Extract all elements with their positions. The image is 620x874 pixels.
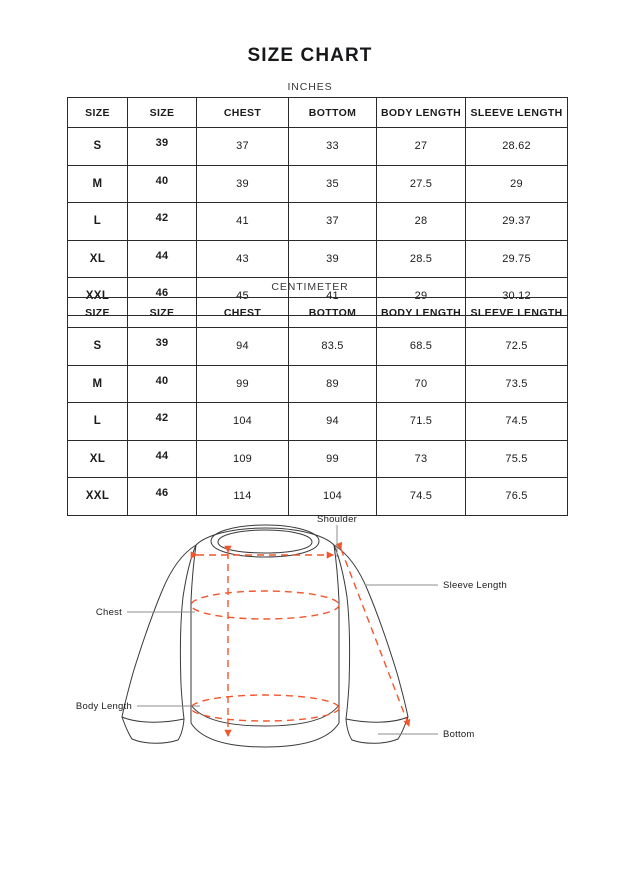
cell-bottom: 39 <box>289 240 377 278</box>
cell-size-label: L <box>68 403 128 441</box>
cell-size-number: 40 <box>128 165 197 203</box>
cell-body-length: 68.5 <box>377 328 466 366</box>
cell-chest: 104 <box>197 403 289 441</box>
cell-size-label: XXL <box>68 478 128 516</box>
page-title: SIZE CHART <box>247 45 373 66</box>
table-header-row <box>68 98 568 128</box>
sweatshirt-diagram-svg <box>0 495 620 770</box>
cell-chest: 39 <box>197 165 289 203</box>
cell-body-length: 27 <box>377 128 466 166</box>
inches-table-caption: INCHES <box>287 81 333 93</box>
cell-bottom: 94 <box>289 403 377 441</box>
column-header-sleeve-length: SLEEVE LENGTH <box>466 98 568 128</box>
column-header-sleeve-length: SLEEVE LENGTH <box>466 298 568 328</box>
cell-bottom: 83.5 <box>289 328 377 366</box>
table-row <box>68 128 568 166</box>
cell-size-number: 42 <box>128 403 197 441</box>
cell-bottom: 99 <box>289 440 377 478</box>
cell-body-length: 28.5 <box>377 240 466 278</box>
cell-bottom: 104 <box>289 478 377 516</box>
chest-measure-ellipse <box>191 591 339 619</box>
cell-chest: 45 <box>197 278 289 316</box>
shoulder-label: Shoulder <box>316 514 358 525</box>
cell-size-number: 46 <box>128 278 197 316</box>
chest-label: Chest <box>95 607 122 618</box>
sleeve-length-label: Sleeve Length <box>443 580 507 591</box>
cell-bottom: 33 <box>289 128 377 166</box>
cell-body-length: 73 <box>377 440 466 478</box>
table-header-row <box>68 298 568 328</box>
cell-sleeve-length: 76.5 <box>466 478 568 516</box>
cell-bottom: 41 <box>289 278 377 316</box>
column-header-body-length: BODY LENGTH <box>377 298 466 328</box>
sweatshirt-outline <box>122 525 408 747</box>
table-row <box>68 440 568 478</box>
cell-size-number: 39 <box>128 328 197 366</box>
cell-size-number: 46 <box>128 478 197 516</box>
cell-sleeve-length: 73.5 <box>466 365 568 403</box>
cell-body-length: 29 <box>377 278 466 316</box>
cell-size-label: L <box>68 203 128 241</box>
cell-body-length: 28 <box>377 203 466 241</box>
column-header-bottom: BOTTOM <box>289 298 377 328</box>
cell-bottom: 37 <box>289 203 377 241</box>
cell-body-length: 71.5 <box>377 403 466 441</box>
sleeve-length-measure-arrow <box>341 549 409 726</box>
cell-size-number: 39 <box>128 128 197 166</box>
cell-chest: 41 <box>197 203 289 241</box>
cell-chest: 37 <box>197 128 289 166</box>
cell-bottom: 35 <box>289 165 377 203</box>
cell-body-length: 74.5 <box>377 478 466 516</box>
cell-chest: 43 <box>197 240 289 278</box>
column-header-chest: CHEST <box>197 98 289 128</box>
measurement-overlays <box>191 549 409 736</box>
cell-sleeve-length: 72.5 <box>466 328 568 366</box>
column-header-size-label: SIZE <box>68 98 128 128</box>
cell-chest: 109 <box>197 440 289 478</box>
table-row <box>68 365 568 403</box>
cell-sleeve-length: 75.5 <box>466 440 568 478</box>
column-header-size-number: SIZE <box>128 98 197 128</box>
table-row <box>68 328 568 366</box>
bottom-measure-ellipse <box>191 695 339 721</box>
cell-size-label: S <box>68 128 128 166</box>
cell-sleeve-length: 30.12 <box>466 278 568 316</box>
cell-bottom: 89 <box>289 365 377 403</box>
column-header-bottom: BOTTOM <box>289 98 377 128</box>
table-row <box>68 403 568 441</box>
cell-size-label: S <box>68 328 128 366</box>
cell-sleeve-length: 29 <box>466 165 568 203</box>
cell-size-label: M <box>68 365 128 403</box>
table-row <box>68 203 568 241</box>
bottom-label: Bottom <box>443 729 475 740</box>
column-header-size-label: SIZE <box>68 298 128 328</box>
cell-body-length: 27.5 <box>377 165 466 203</box>
cell-sleeve-length: 29.75 <box>466 240 568 278</box>
column-header-body-length: BODY LENGTH <box>377 98 466 128</box>
cell-sleeve-length: 29.37 <box>466 203 568 241</box>
table-row <box>68 240 568 278</box>
cell-size-label: XL <box>68 440 128 478</box>
table-row <box>68 165 568 203</box>
cell-body-length: 70 <box>377 365 466 403</box>
cell-sleeve-length: 74.5 <box>466 403 568 441</box>
cell-chest: 94 <box>197 328 289 366</box>
measurement-diagram <box>0 495 620 770</box>
cell-size-number: 44 <box>128 240 197 278</box>
cell-chest: 114 <box>197 478 289 516</box>
cell-size-number: 44 <box>128 440 197 478</box>
centimeter-size-table <box>67 297 568 516</box>
cell-size-number: 42 <box>128 203 197 241</box>
cell-chest: 99 <box>197 365 289 403</box>
column-header-size-number: SIZE <box>128 298 197 328</box>
column-header-chest: CHEST <box>197 298 289 328</box>
cell-sleeve-length: 28.62 <box>466 128 568 166</box>
cell-size-label: M <box>68 165 128 203</box>
cell-size-label: XL <box>68 240 128 278</box>
cell-size-label: XXL <box>68 278 128 316</box>
body-length-label: Body Length <box>75 701 132 712</box>
centimeter-table-caption: CENTIMETER <box>271 281 349 293</box>
cell-size-number: 40 <box>128 365 197 403</box>
